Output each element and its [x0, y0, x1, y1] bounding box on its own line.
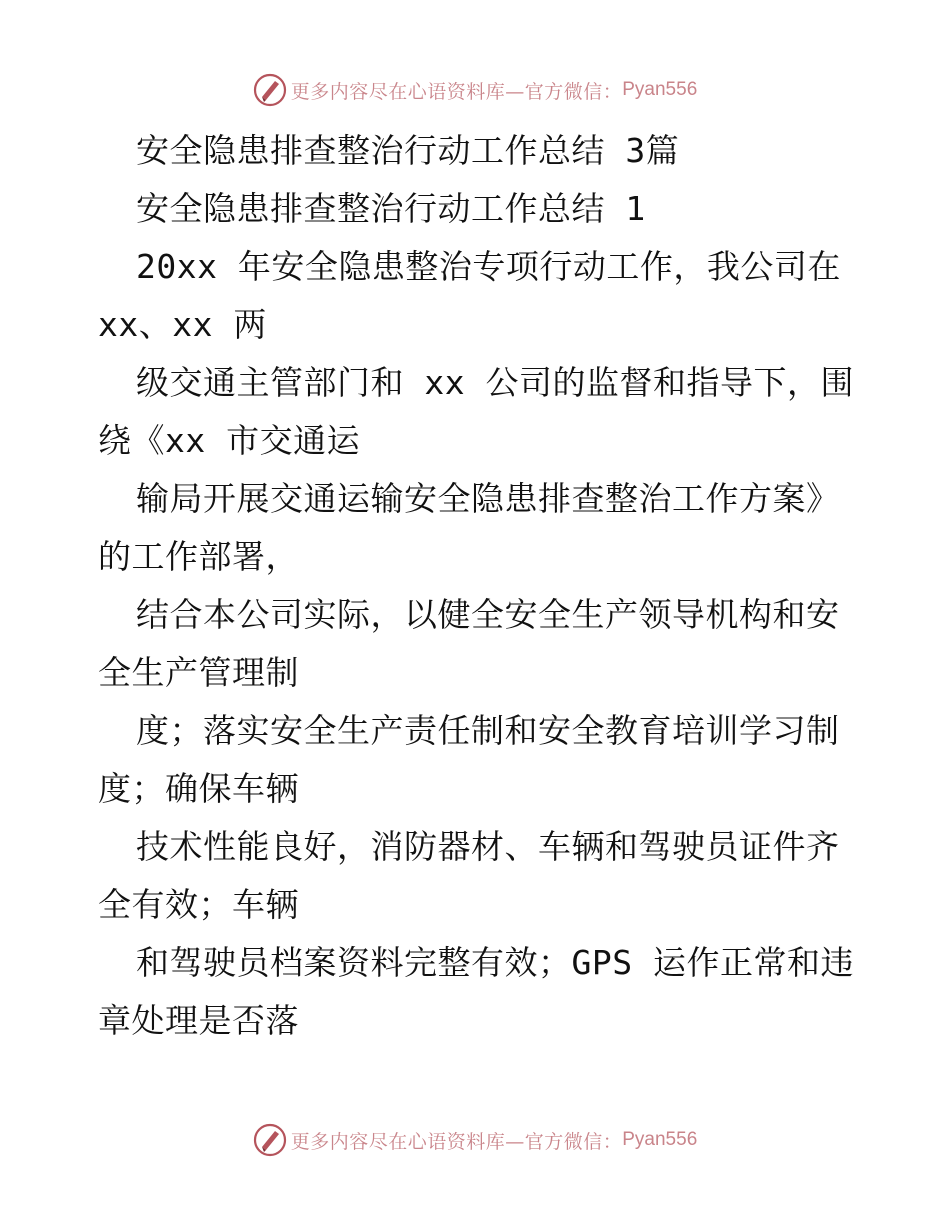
header-banner-text: 更多内容尽在心语资料库—官方微信：: [290, 80, 623, 103]
section-heading: 安全隐患排查整治行动工作总结 1: [136, 189, 646, 228]
paragraph-line: 20xx 年安全隐患整治专项行动工作，我公司在: [136, 247, 841, 286]
paragraph-line: 度；落实安全生产责任制和安全教育培训学习制: [136, 711, 840, 750]
doc-title: 安全隐患排查整治行动工作总结 3篇: [136, 131, 680, 170]
footer-banner: [0, 1120, 950, 1160]
paragraph-line: 全有效；车辆: [98, 885, 299, 924]
footer-wechat-handle: Pyan556: [622, 1129, 698, 1150]
paragraph-line: 度；确保车辆: [98, 769, 299, 808]
paragraph-line: 的工作部署，: [98, 537, 299, 576]
footer-banner-text: 更多内容尽在心语资料库—官方微信：: [290, 1130, 623, 1153]
paragraph-line: 技术性能良好，消防器材、车辆和驾驶员证件齐: [136, 827, 840, 866]
header-wechat-handle: Pyan556: [622, 79, 698, 100]
paragraph-line: 绕《xx 市交通运: [98, 421, 361, 460]
paragraph-line: 级交通主管部门和 xx 公司的监督和指导下，围: [136, 363, 854, 402]
pen-logo-icon: [253, 1123, 287, 1157]
pen-logo-icon: [253, 73, 287, 107]
paragraph-line: 全生产管理制: [98, 653, 299, 692]
paragraph-line: 结合本公司实际，以健全安全生产领导机构和安: [136, 595, 840, 634]
paragraph-line: 章处理是否落: [98, 1001, 299, 1040]
paragraph-line: xx、xx 两: [98, 305, 267, 344]
paragraph-line: 输局开展交通运输安全隐患排查整治工作方案》: [136, 479, 840, 518]
header-banner: [0, 70, 950, 110]
paragraph-line: 和驾驶员档案资料完整有效；GPS 运作正常和违: [136, 943, 854, 982]
document-body: [98, 122, 858, 1050]
